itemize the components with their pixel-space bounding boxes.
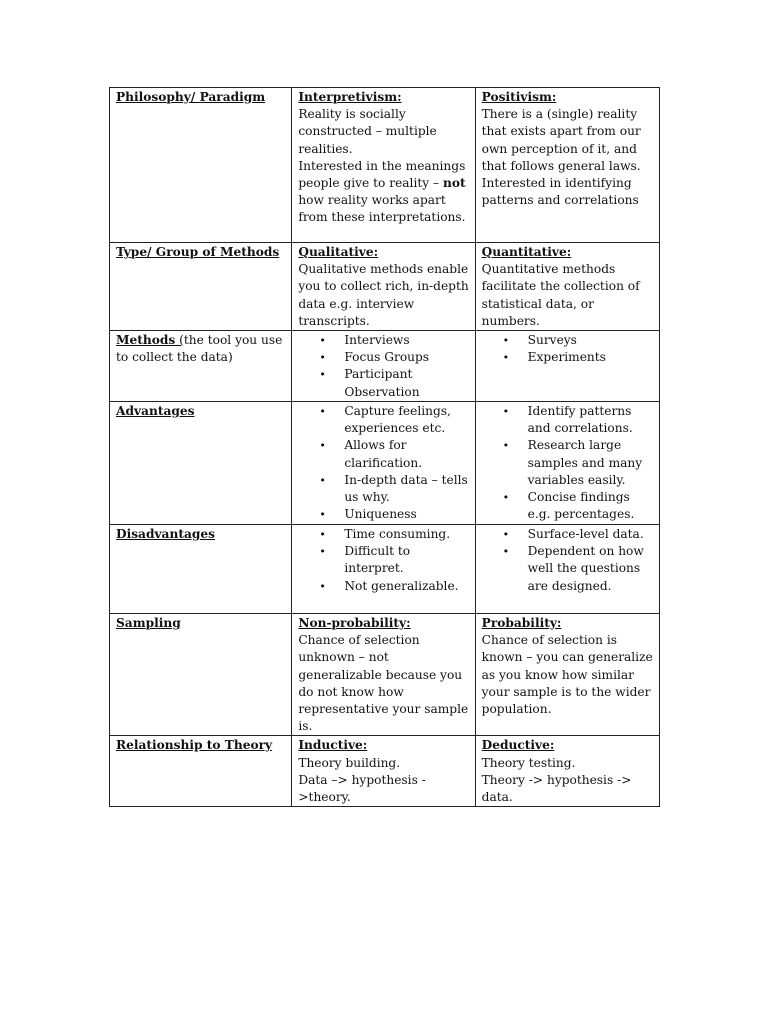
list-item: • Focus Groups: [344, 349, 469, 366]
row-label-text: Disadvantages: [116, 527, 215, 542]
qualitative-disadvantages-cell: [292, 525, 475, 614]
list-item: • Time consuming.: [344, 526, 469, 543]
list-item: • Allows for clarification.: [344, 437, 469, 471]
cell-heading: Interpretivism:: [298, 90, 402, 104]
row-label-text: Relationship to Theory: [116, 738, 273, 753]
positivism-cell: [475, 88, 659, 243]
cell-heading: Non-probability:: [298, 616, 411, 631]
row-label: [110, 525, 292, 614]
table-row: [110, 88, 660, 243]
methods-list: [298, 332, 469, 401]
row-label: [110, 614, 292, 736]
cell-text: Data –> hypothesis ->theory.: [298, 772, 426, 805]
table-row: [110, 525, 660, 614]
cell-text: Theory testing.: [481, 755, 576, 770]
quantitative-advantages-cell: [475, 402, 659, 525]
cell-heading: Qualitative:: [298, 245, 379, 259]
qualitative-methods-cell: [292, 331, 475, 402]
row-label-paren: (: [175, 333, 184, 348]
list-item: • Uniqueness: [344, 506, 469, 523]
cell-text: Quantitative methods facilitate the collection of statistical data, or numbers.: [481, 262, 640, 328]
list-item: • Difficult to interpret.: [344, 543, 469, 577]
row-label-text: Type/ Group of Methods: [116, 245, 280, 259]
cell-heading: Inductive:: [298, 738, 368, 753]
row-label-text: Methods: [116, 333, 176, 348]
row-label-text: Sampling: [116, 616, 181, 631]
row-label: [110, 243, 292, 331]
list-item: • Surface-level data.: [528, 526, 654, 543]
methods-list: [482, 332, 654, 366]
table-row: [110, 402, 660, 525]
cell-text: Chance of selection is known – you can generalize as you know how similar your sample is to the wider population.: [481, 633, 653, 717]
quantitative-cell: [475, 243, 659, 331]
cell-heading: Quantitative:: [481, 245, 572, 259]
table-row: [110, 736, 660, 807]
cell-text: Reality is socially constructed – multiple realities.: [298, 107, 437, 156]
cell-text: Theory -> hypothesis -> data.: [481, 772, 632, 805]
row-label: [110, 736, 292, 807]
row-label: [110, 331, 292, 402]
table-row: [110, 614, 660, 736]
row-label: [110, 402, 292, 525]
table-row: [110, 331, 660, 402]
comparison-table: [109, 87, 660, 807]
non-probability-cell: [292, 614, 475, 736]
list-item: • In-depth data – tells us why.: [344, 472, 469, 506]
emphasis-text: not: [442, 176, 466, 191]
cell-text: Interested in identifying patterns and correlations: [481, 176, 639, 208]
interpretivism-cell: [292, 88, 475, 243]
row-label: [110, 88, 292, 243]
qualitative-advantages-cell: [292, 402, 475, 525]
list-item: • Experiments: [528, 349, 654, 366]
row-label-suffix: the tool you use to collect the data): [116, 333, 283, 365]
list-item: • Concise findings e.g. percentages.: [528, 489, 654, 523]
cell-text: There is a (single) reality that exists apart from our own perception of it, and that follows general laws.: [481, 107, 641, 173]
cell-text: Qualitative methods enable you to collect rich, in-depth data e.g. interview transcripts.: [298, 262, 469, 328]
disadvantages-list: [482, 526, 654, 595]
cell-text: Chance of selection unknown – not generalizable because you do not know how representative your sample is.: [298, 633, 469, 734]
list-item: • Not generalizable.: [344, 578, 469, 595]
list-item: • Capture feelings, experiences etc.: [344, 403, 469, 437]
cell-text: [298, 158, 469, 227]
inductive-cell: [292, 736, 475, 807]
deductive-cell: [475, 736, 659, 807]
row-label-text: Advantages: [116, 404, 195, 419]
advantages-list: [482, 403, 654, 523]
cell-text: Theory building.: [298, 755, 401, 770]
cell-heading: Probability:: [481, 616, 562, 631]
list-item: • Identify patterns and correlations.: [528, 403, 654, 437]
qualitative-cell: [292, 243, 475, 331]
cell-text-part: how reality works apart from these interpretations.: [298, 193, 466, 225]
cell-heading: Deductive:: [481, 738, 555, 753]
quantitative-methods-cell: [475, 331, 659, 402]
list-item: • Interviews: [344, 332, 469, 349]
list-item: • Research large samples and many variables easily.: [528, 437, 654, 489]
list-item: • Surveys: [528, 332, 654, 349]
advantages-list: [298, 403, 469, 523]
row-label-text: Philosophy/ Paradigm: [116, 90, 266, 104]
cell-heading: Positivism:: [481, 90, 557, 104]
disadvantages-list: [298, 526, 469, 595]
probability-cell: [475, 614, 659, 736]
table-row: [110, 243, 660, 331]
list-item: • Participant Observation: [344, 366, 469, 400]
quantitative-disadvantages-cell: [475, 525, 659, 614]
list-item: • Dependent on how well the questions are designed.: [528, 543, 654, 595]
cell-text-part: Interested in the meanings people give to reality –: [298, 158, 466, 191]
